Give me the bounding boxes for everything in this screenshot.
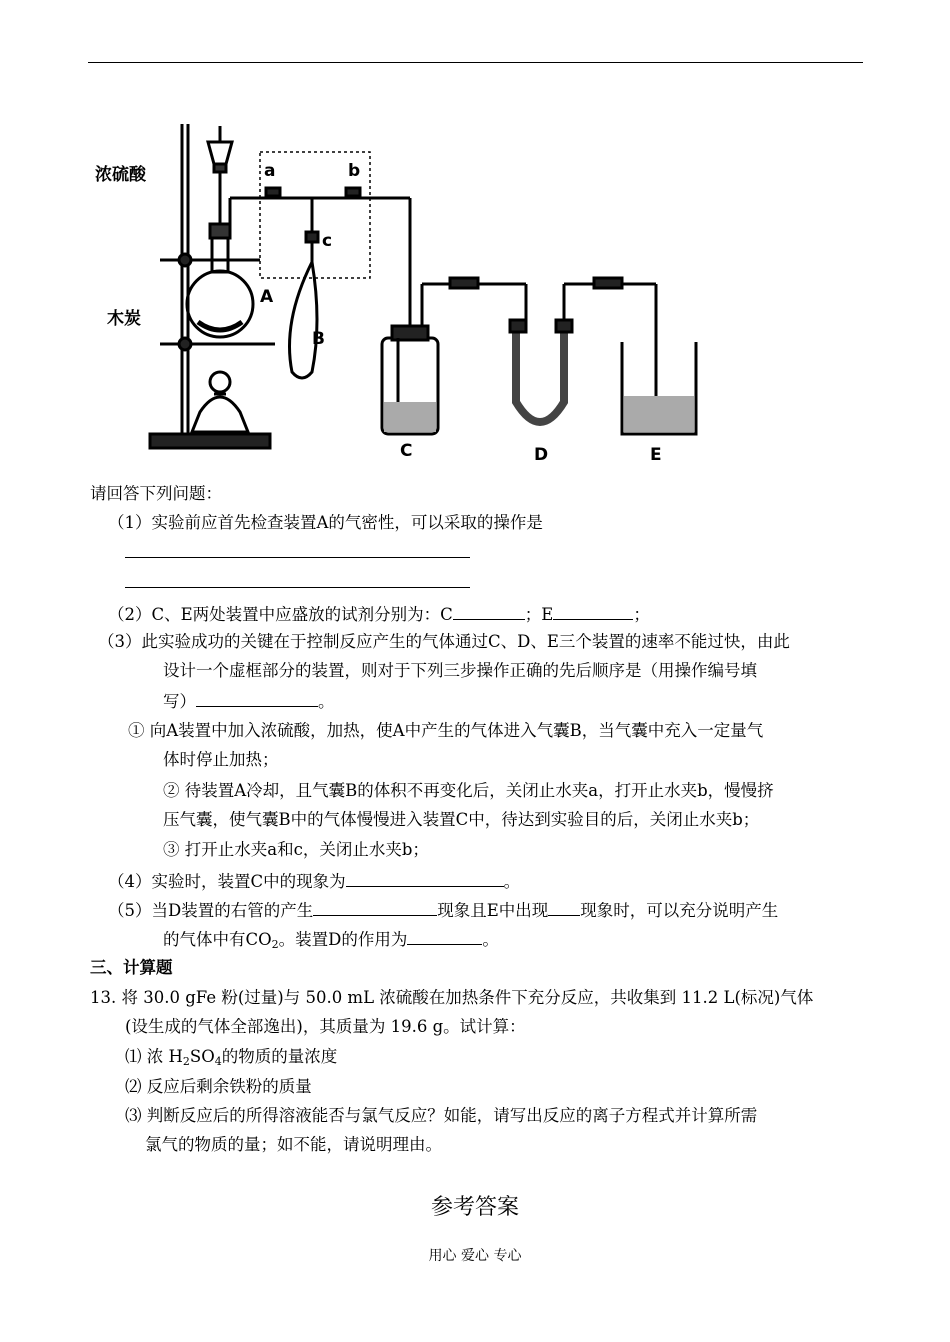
question-13-sub-1 <box>125 1045 337 1069</box>
answer-title: 参考答案 <box>430 1195 519 1220</box>
blank-phenomenon-D <box>313 897 437 916</box>
question-4 <box>108 868 520 894</box>
question-1: （1）实验前应首先检查装置A的气密性，可以采取的操作是 <box>108 513 543 532</box>
q2-text-pre: （2）C、E两处装置中应盛放的试剂分别为：C <box>108 605 453 624</box>
q5-line2-mid: 。装置D的作用为 <box>278 930 408 949</box>
label-valve-c: c <box>322 231 333 251</box>
question-3-line-1: （3）此实验成功的关键在于控制反应产生的气体通过C、D、E三个装置的速率不能过快，由此 <box>98 632 790 651</box>
label-valve-b: b <box>348 161 361 181</box>
operation-2-line-1: ② 待装置A冷却，且气囊B的体积不再变化后，关闭止水夹a，打开止水夹b，慢慢挤 <box>163 781 774 800</box>
header-rule <box>88 62 863 63</box>
q5-text-end: 现象时，可以充分说明产生 <box>580 901 779 920</box>
q2-text-end: ； <box>633 605 650 624</box>
q5-text-mid: 现象且E中出现 <box>437 901 549 920</box>
page-footer: 用心 爱心 专心 <box>428 1248 522 1264</box>
label-A: A <box>260 287 274 307</box>
q13s1-mid: SO <box>189 1047 215 1066</box>
question-13-line-1: 13. 将 30.0 gFe 粉(过量)与 50.0 mL 浓硫酸在加热条件下充分反应，共收集到 11.2 L(标况)气体 <box>90 988 814 1007</box>
question-2 <box>108 601 650 627</box>
blank-phenomenon-E <box>548 897 580 916</box>
q5-line2-pre: 的气体中有CO <box>163 930 272 949</box>
question-3-line-3 <box>163 688 335 714</box>
label-E: E <box>650 445 662 465</box>
q4-text-pre: （4）实验时，装置C中的现象为 <box>108 872 346 891</box>
label-valve-a: a <box>264 161 276 181</box>
q4-text-end: 。 <box>503 872 521 891</box>
question-3-line-2: 设计一个虚框部分的装置，则对于下列三步操作正确的先后顺序是（用操作编号填 <box>163 661 757 680</box>
question-13-sub-2: ⑵ 反应后剩余铁粉的质量 <box>125 1077 312 1096</box>
q13s1-end: 的物质的量浓度 <box>221 1047 338 1066</box>
blank-phenomenon-C <box>346 868 504 887</box>
q5-text-pre: （5）当D装置的右管的产生 <box>108 901 314 920</box>
question-13-sub-3-line-2: 氯气的物质的量；如不能，请说明理由。 <box>145 1135 442 1154</box>
operation-1-line-2: 体时停止加热； <box>163 750 279 769</box>
blank-role-D <box>407 926 482 945</box>
h2-subscript: 2 <box>182 1055 190 1068</box>
question-13-sub-3-line-1: ⑶ 判断反应后的所得溶液能否与氯气反应？如能，请写出反应的离子方程式并计算所需 <box>125 1106 758 1125</box>
apparatus-figure <box>90 112 710 472</box>
label-charcoal: 木炭 <box>107 309 141 329</box>
label-D: D <box>534 445 549 465</box>
label-C: C <box>400 441 413 461</box>
q3-text-pre: 写） <box>163 692 196 711</box>
blank-E <box>553 601 633 620</box>
co2-subscript: 2 <box>271 938 279 951</box>
question-5-line-2 <box>163 926 499 952</box>
label-B: B <box>312 329 325 349</box>
question-13-line-2: (设生成的气体全部逸出)，其质量为 19.6 g。试计算： <box>125 1017 526 1036</box>
label-conc-acid: 浓硫酸 <box>95 165 146 185</box>
blank-C <box>453 601 525 620</box>
question-5-line-1 <box>108 897 778 923</box>
answer-line-2 <box>125 587 470 588</box>
answer-line-1 <box>125 557 470 558</box>
so4-subscript: 4 <box>214 1055 222 1068</box>
q3-text-end: 。 <box>318 692 335 711</box>
operation-1-line-1: ① 向A装置中加入浓硫酸，加热，使A中产生的气体进入气囊B，当气囊中充入一定量气 <box>128 721 764 740</box>
intro-text: 请回答下列问题： <box>90 484 222 503</box>
q13s1-pre: ⑴ 浓 H <box>125 1047 183 1066</box>
operation-2-line-2: 压气囊，使气囊B中的气体慢慢进入装置C中，待达到实验目的后，关闭止水夹b； <box>163 810 760 829</box>
q2-text-mid: ；E <box>524 605 554 624</box>
section-3-heading: 三、计算题 <box>90 958 173 977</box>
q5-line2-end: 。 <box>482 930 499 949</box>
blank-order <box>196 688 318 707</box>
operation-3: ③ 打开止水夹a和c，关闭止水夹b； <box>163 840 429 859</box>
